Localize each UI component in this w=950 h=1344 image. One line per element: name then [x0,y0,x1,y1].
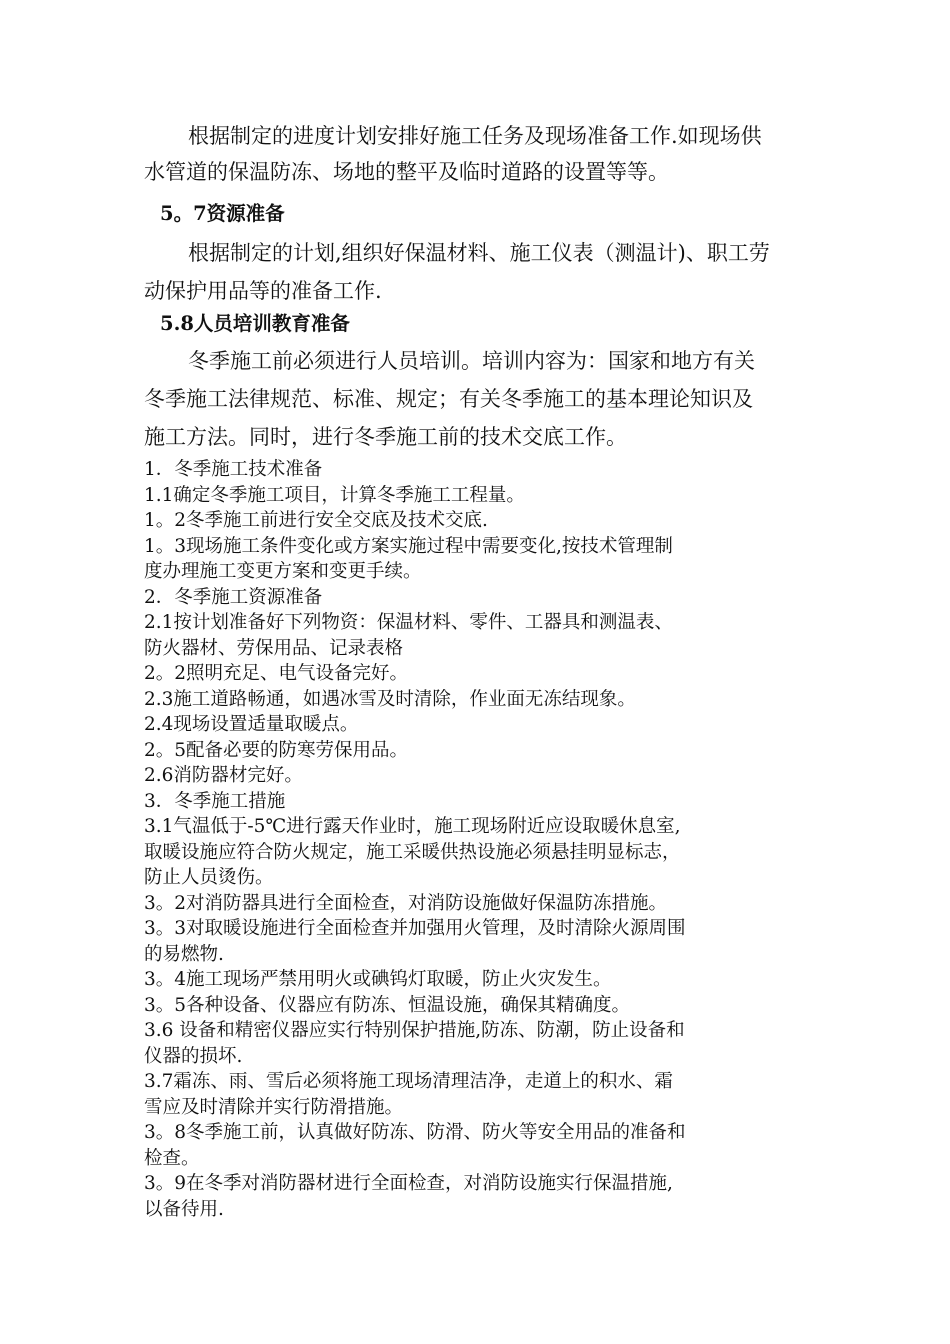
list-line: 2。5配备必要的防寒劳保用品。 [144,739,409,761]
list-line: 2.1按计划准备好下列物资：保温材料、零件、工器具和测温表、 [144,612,673,633]
list-line: 2．冬季施工资源准备 [144,586,323,608]
list-line: 1．冬季施工技术准备 [144,459,323,480]
list-line: 以备待用. [144,1198,224,1220]
paragraph-line: 水管道的保温防冻、场地的整平及临时道路的设置等等。 [144,160,669,184]
list-line: 3.6 设备和精密仪器应实行特别保护措施,防冻、防潮，防止设备和 [144,1020,685,1041]
list-line: 2.6消防器材完好。 [144,765,303,786]
section-heading-resource-preparation: 5。7资源准备 [160,202,285,225]
list-line: 2.4现场设置适量取暖点。 [144,714,359,735]
list-line: 3。3对取暖设施进行全面检查并加强用火管理，及时清除火源周围 [144,918,686,939]
paragraph-line: 根据制定的进度计划安排好施工任务及现场准备工作.如现场供 [188,124,762,148]
resource-preparation-paragraph [144,234,814,310]
list-line: 3.7霜冻、雨、雪后必须将施工现场清理洁净，走道上的积水、霜 [144,1071,673,1092]
list-line: 1。3现场施工条件变化或方案实施过程中需要变化,按技术管理制 [144,535,673,557]
site-preparation-paragraph [144,118,814,190]
list-line: 3。8冬季施工前，认真做好防冻、防滑、防火等安全用品的准备和 [144,1122,686,1143]
winter-construction-list [144,457,824,1222]
paragraph-line: 动保护用品等的准备工作. [144,279,382,303]
list-line: 3。4施工现场严禁用明火或碘钨灯取暖，防止火灾发生。 [144,969,612,990]
list-line: 3。9在冬季对消防器材进行全面检查，对消防设施实行保温措施, [144,1173,673,1194]
paragraph-line: 施工方法。同时，进行冬季施工前的技术交底工作。 [144,425,627,449]
list-line: 3.1气温低于-5℃进行露天作业时，施工现场附近应设取暖休息室, [144,816,681,837]
list-line: 1.1确定冬季施工项目，计算冬季施工工程量。 [144,484,525,506]
list-line: 检查。 [144,1147,200,1169]
list-line: 3。2对消防器具进行全面检查，对消防设施做好保温防冻措施。 [144,892,668,914]
list-line: 雪应及时清除并实行防滑措施。 [144,1096,404,1118]
paragraph-line: 冬季施工法律规范、标准、规定；有关冬季施工的基本理论知识及 [144,387,753,411]
paragraph-line: 根据制定的计划,组织好保温材料、施工仪表（测温计)、职工劳 [188,241,770,265]
list-line: 仪器的损坏. [144,1045,243,1067]
list-line: 防止人员烫伤。 [144,867,274,888]
paragraph-line: 冬季施工前必须进行人员培训。培训内容为：国家和地方有关 [188,349,755,373]
list-line: 防火器材、劳保用品、记录表格 [144,637,404,659]
list-line: 1。2冬季施工前进行安全交底及技术交底. [144,510,488,531]
section-heading-personnel-training: 5.8人员培训教育准备 [160,312,350,335]
list-line: 的易燃物. [144,943,224,965]
list-line: 2。2照明充足、电气设备完好。 [144,663,409,684]
list-line: 3．冬季施工措施 [144,790,286,812]
list-line: 3。5各种设备、仪器应有防冻、恒温设施，确保其精确度。 [144,994,631,1016]
list-line: 度办理施工变更方案和变更手续。 [144,561,422,582]
list-line: 取暖设施应符合防火规定，施工采暖供热设施必须悬挂明显标志， [144,841,681,863]
personnel-training-paragraph [144,342,814,456]
list-line: 2.3施工道路畅通，如遇冰雪及时清除，作业面无冻结现象。 [144,688,636,710]
